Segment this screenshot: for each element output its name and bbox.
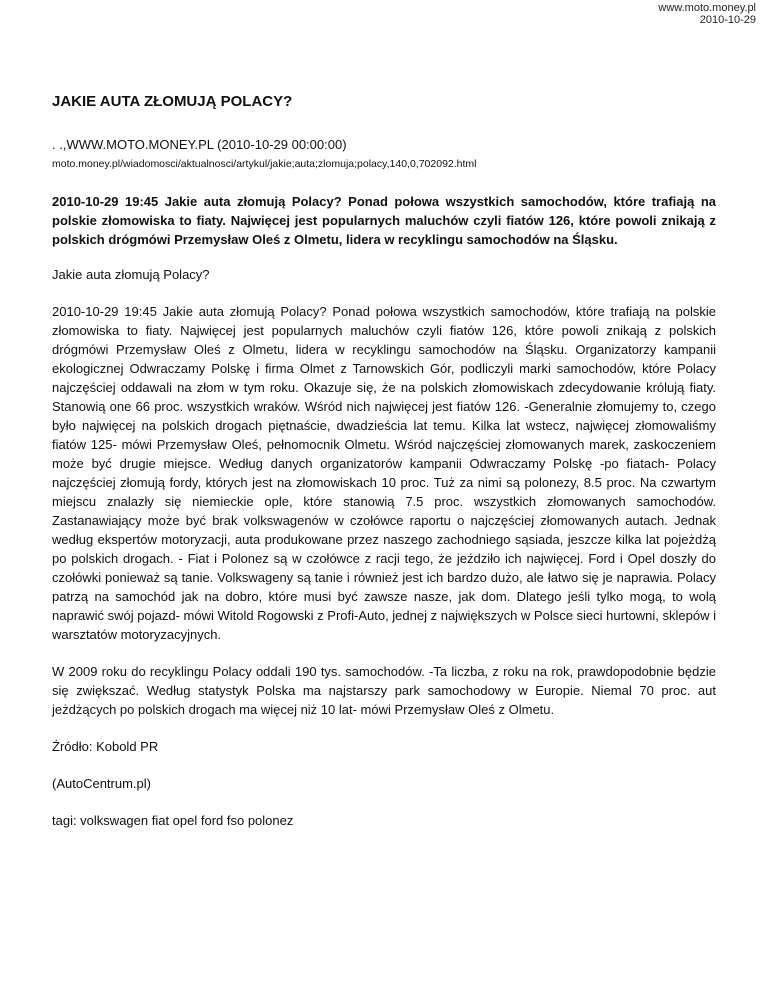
page-header [658,2,756,26]
header-date: 2010-10-29 [699,14,756,26]
article-source: Źródło: Kobold PR [52,739,159,754]
article-body-1: 2010-10-29 19:45 Jakie auta złomują Polacy? Ponad połowa wszystkich samochodów, które trafiają na polskie złomowiska to fiaty. Najwięcej jest popularnych maluchów czyli fiatów 126, które powoli znikają z polskich drógmówi Przemysław Oleś z Olmetu, lidera w recyklingu samochodów na Śląsku. Organizatorzy kampanii ekologicznej Odwraczamy Polskę i firma Olmet z Tarnowskich Gór, podliczyli marki samochodów, które Polacy najczęściej oddawali na złom w tym roku. Okazuje się, że na polskich złomowiskach zdecydowanie królują fiaty. Stanowią one 66 proc. wszystkich wraków. Wśród nich najwięcej jest fiatów 126. -Generalnie złomujemy to, czego było najwięcej na polskich drogach piętnaście, dwadzieścia lat temu. Kilka lat wstecz, najwięcej złomowaliśmy fiatów 125- mówi Przemysław Oleś, pełnomocnik Olmetu. Wśród najczęściej złomowanych marek, zaskoczeniem może być drugie miejsce. Według danych organizatorów kampanii Odwraczamy Polskę -po fiatach- Polacy najczęściej złomują fordy, których jest na złomowiskach 10 proc. Tuż za nimi są polonezy, 8.5 proc. Na czwartym miejscu znalazły się niemieckie ople, które stanowią 7.5 proc. wszystkich złomowanych samochodów. Zastanawiający może być brak volkswagenów w czołówce raportu o najczęściej złomowanych autach. Jednak według ekspertów motoryzacji, auta produkowane przez naszego zachodniego sąsiada, jeszcze kilka lat pojeżdżą po polskich drogach. - Fiat i Polonez są w czołówce z racji tego, że jeździło ich najwięcej. Ford i Opel doszły do czołówki ponieważ są tanie. Volkswageny są tanie i również jest ich bardzo dużo, ale łatwo się je naprawia. Polacy patrzą na samochód jak na dobro, które musi być zawsze nasze, jak dom. Dlatego jeśli tylko mogą, to wolą naprawić swój pojazd- mówi Witold Rogowski z Profi-Auto, jednej z największych w Polsce sieci hurtowni, sklepów i warsztatów motoryzacyjnych. [52,304,716,642]
article [52,92,716,830]
article-subtitle: Jakie auta złomują Polacy? [52,267,210,282]
article-source-line: . .,WWW.MOTO.MONEY.PL (2010-10-29 00:00:00) [52,137,347,152]
article-title: JAKIE AUTA ZŁOMUJĄ POLACY? [52,93,293,110]
article-body-2: W 2009 roku do recyklingu Polacy oddali 190 tys. samochodów. -Ta liczba, z roku na rok, prawdopodobnie będzie się zwiększać. Według statystyk Polska ma najstarszy park samochodowy w Europie. Niemal 70 proc. aut jeżdżących po polskich drogach ma więcej niż 10 lat- mówi Przemysław Oleś z Olmetu. [52,664,716,717]
header-site: www.moto.money.pl [658,2,756,14]
article-credit: (AutoCentrum.pl) [52,776,151,791]
article-lead: 2010-10-29 19:45 Jakie auta złomują Polacy? Ponad połowa wszystkich samochodów, które trafiają na polskie złomowiska to fiaty. Najwięcej jest popularnych maluchów czyli fiatów 126, które powoli znikają z polskich drógmówi Przemysław Oleś z Olmetu, lidera w recyklingu samochodów na Śląsku. [52,194,716,247]
article-url: moto.money.pl/wiadomosci/aktualnosci/artykul/jakie;auta;zlomuja;polacy,140,0,702092.html [52,158,477,170]
article-tags: tagi: volkswagen fiat opel ford fso polonez [52,813,294,828]
